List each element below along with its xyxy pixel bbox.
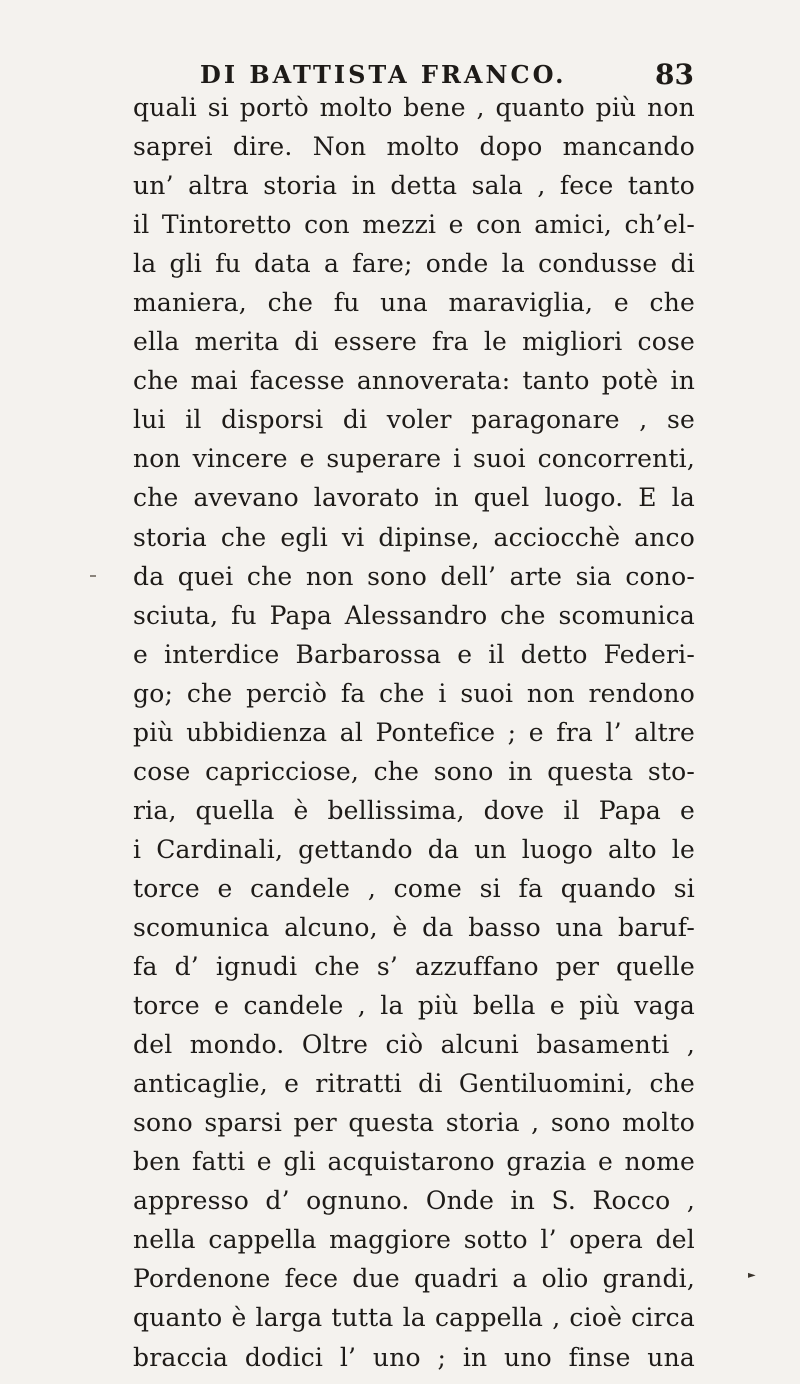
text-line: la gli fu data a fare; onde la condusse di <box>133 249 695 279</box>
text-line: ben fatti e gli acquistarono grazia e nome <box>133 1147 695 1177</box>
text-line: Pordenone fece due quadri a olio grandi, <box>133 1264 695 1294</box>
text-line: appresso d’ ognuno. Onde in S. Rocco , <box>133 1186 695 1216</box>
text-line: i Cardinali, gettando da un luogo alto le <box>133 834 695 864</box>
text-line: che avevano lavorato in quel luogo. E la <box>133 483 695 513</box>
text-line: lui il disporsi di voler paragonare , se <box>133 405 695 435</box>
text-line: torce e candele , la più bella e più vaga <box>133 991 695 1021</box>
text-line: cose capricciose, che sono in questa sto- <box>133 756 695 786</box>
text-line: braccia dodici l’ uno ; in uno finse una <box>133 1342 695 1372</box>
text-line: un’ altra storia in detta sala , fece tanto <box>133 171 695 201</box>
text-line: scomunica alcuno, è da basso una baruf- <box>133 912 695 942</box>
text-line: maniera, che fu una maraviglia, e che <box>133 288 695 318</box>
text-line: torce e candele , come si fa quando si <box>133 873 695 903</box>
text-line: e interdice Barbarossa e il detto Federi- <box>133 639 695 669</box>
text-line: del mondo. Oltre ciò alcuni basamenti , <box>133 1030 695 1060</box>
text-line: sciuta, fu Papa Alessandro che scomunica <box>133 600 695 630</box>
text-line: go; che perciò fa che i suoi non rendono <box>133 678 695 708</box>
text-line: ria, quella è bellissima, dove il Papa e <box>133 795 695 825</box>
text-line: quanto è larga tutta la cappella , cioè circa <box>133 1303 695 1333</box>
text-line: quali si portò molto bene , quanto più non <box>133 93 695 122</box>
running-title: DI BATTISTA FRANCO. <box>200 60 567 89</box>
text-line: storia che egli vi dipinse, acciocchè anco <box>133 522 695 552</box>
text-line: fa d’ ignudi che s’ azzuffano per quelle <box>133 952 695 982</box>
page-number: 83 <box>655 58 694 91</box>
text-line: anticaglie, e ritratti di Gentiluomini, che <box>133 1069 695 1099</box>
text-line: da quei che non sono dell’ arte sia cono- <box>133 561 695 591</box>
margin-dash-mark <box>90 575 96 577</box>
text-line: saprei dire. Non molto dopo mancando <box>133 132 695 162</box>
body-text <box>133 88 695 1377</box>
text-line: il Tintoretto con mezzi e con amici, ch’el- <box>133 210 695 240</box>
text-line: non vincere e superare i suoi concorrenti, <box>133 444 695 474</box>
text-line: più ubbidienza al Pontefice ; e fra l’ altre <box>133 717 695 747</box>
text-line: ella merita di essere fra le migliori cose <box>133 327 695 357</box>
corner-ink-mark: ► <box>748 1270 756 1281</box>
text-line: che mai facesse annoverata: tanto potè in <box>133 366 695 396</box>
text-line: sono sparsi per questa storia , sono molto <box>133 1108 695 1138</box>
text-line: nella cappella maggiore sotto l’ opera del <box>133 1225 695 1255</box>
